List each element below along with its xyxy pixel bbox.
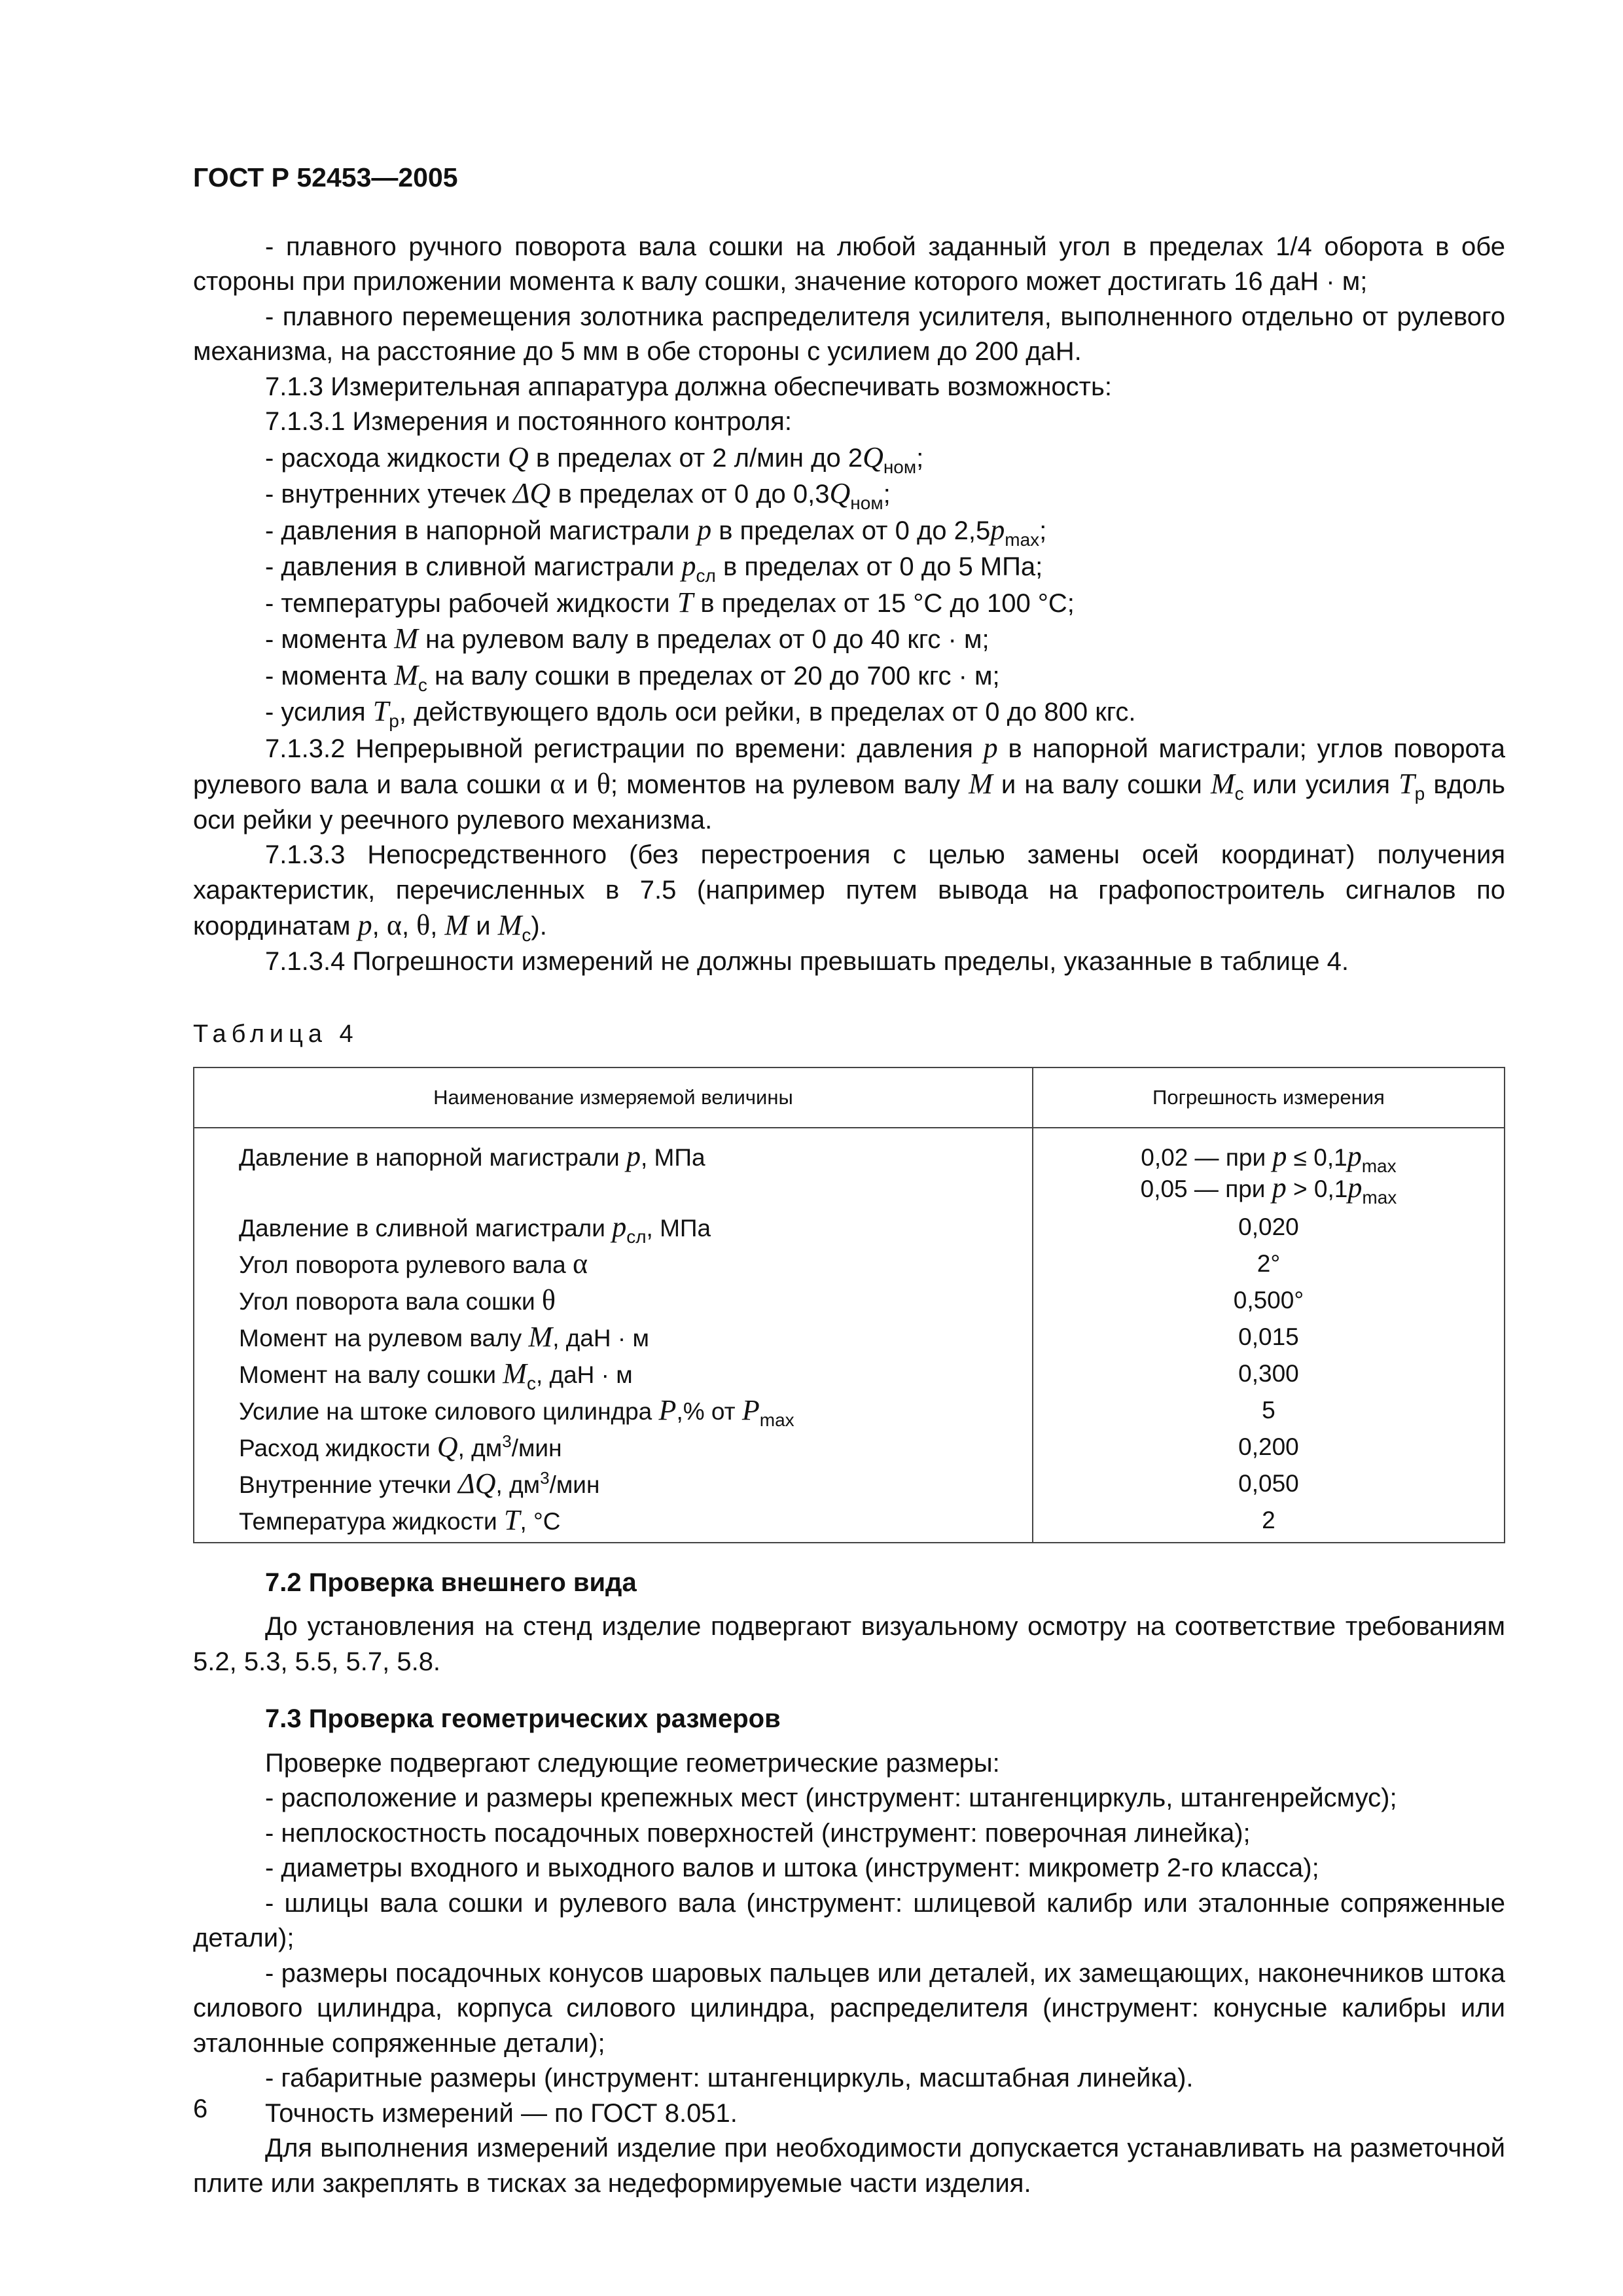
column-header-quantity: Наименование измеряемой величины — [194, 1067, 1033, 1128]
page-number: 6 — [193, 2094, 208, 2123]
list-item-pressure-line: - давления в напорной магистрали p в пределах от 0 до $2,5p_{max}$; — [265, 513, 1047, 550]
section-title-7-2: 7.2 Проверка внешнего вида — [265, 1568, 637, 1597]
table-caption: Таблица 4 — [193, 1020, 359, 1048]
table-4 — [193, 1067, 1505, 1543]
cell-quantity: Угол поворота вала сошки θ — [194, 1283, 1033, 1319]
paragraph-7-1-3-4: 7.1.3.4 Погрешности измерений не должны превышать пределы, указанные в таблице 4. — [265, 946, 1349, 976]
cell-error: 2 — [1033, 1503, 1505, 1543]
paragraph-fixture: Для выполнения измерений изделие при необходимости допускается устанавливать на разметочной плите или закреплять в тисках за недеформируемые части изделия. — [193, 2134, 1505, 2198]
paragraph-geometry-intro: Проверке подвергают следующие геометрические размеры: — [265, 1748, 1000, 1778]
cell-error: 0,050 — [1033, 1466, 1505, 1503]
list-item-flatness: - неплоскостность посадочных поверхностей (инструмент: поверочная линейка); — [265, 1818, 1251, 1848]
cell-quantity: Расход жидкости Q, $дм^3$/мин — [194, 1429, 1033, 1466]
list-item-sector-torque: - момента $M_с$ на валу сошки в пределах от 20 до 700 кгс · м; — [265, 658, 1000, 695]
paragraph-7-1-3-2: 7.1.3.2 Непрерывной регистрации по времени: давления p в напорной магистрали; углов поворота рулевого вала и вала сошки α и θ; моментов на рулевом валу M и на валу сошки $M_с$ или усилия $T_р$ вдоль оси рейки у реечного рулевого механизма. — [193, 731, 1506, 834]
table-row — [194, 1210, 1505, 1246]
cell-quantity: Внутренние утечки ΔQ, $дм^3$/мин — [194, 1466, 1033, 1503]
cell-quantity: Температура жидкости T, °С — [194, 1503, 1033, 1543]
cell-error: 0,02 — при $p \le 0,1p_{max}$ 0,05 — при $p > 0,1p_{max}$ — [1033, 1128, 1505, 1210]
cell-quantity: Угол поворота рулевого вала α — [194, 1246, 1033, 1283]
cell-error: 0,015 — [1033, 1319, 1505, 1356]
table-row — [194, 1246, 1505, 1283]
paragraph-visual-inspection: До установления на стенд изделие подвергают визуальному осмотру на соответствие требованиям 5.2, 5.3, 5.5, 5.7, 5.8. — [193, 1612, 1505, 1676]
list-item-splines: - шлицы вала сошки и рулевого вала (инструмент: шлицевой калибр или эталонные сопряженные детали); — [193, 1888, 1505, 1952]
list-item-temperature: - температуры рабочей жидкости T в пределах от 15 °С до 100 °С; — [265, 586, 1075, 619]
list-item-overall: - габаритные размеры (инструмент: штангенциркуль, масштабная линейка). — [265, 2064, 1194, 2092]
paragraph-7-1-3-1: 7.1.3.1 Измерения и постоянного контроля: — [265, 407, 792, 436]
cell-quantity: Давление в сливной магистрали $p_{сл}$, МПа — [194, 1210, 1033, 1246]
cell-quantity: Момент на рулевом валу M, даН · м — [194, 1319, 1033, 1356]
list-item-leakage: - внутренних утечек ΔQ в пределах от 0 до $0,3Q_{ном}$; — [265, 477, 891, 513]
table-row — [194, 1393, 1505, 1429]
paragraph-spool-movement: - плавного перемещения золотника распределителя усилителя, выполненного отдельно от рулевого механизма, на расстояние до 5 мм в обе стороны с усилием до 200 даН. — [193, 302, 1505, 366]
cell-error: 0,500° — [1033, 1283, 1505, 1319]
column-header-error: Погрешность измерения — [1033, 1067, 1505, 1128]
cell-error: 2° — [1033, 1246, 1505, 1283]
list-item-mounting: - расположение и размеры крепежных мест (инструмент: штангенциркуль, штангенрейсмус); — [265, 1784, 1397, 1812]
list-item-rack-force: - усилия $T_р$, действующего вдоль оси рейки, в пределах от 0 до 800 кгс. — [265, 695, 1136, 731]
cell-error: 0,020 — [1033, 1210, 1505, 1246]
section-title-7-3: 7.3 Проверка геометрических размеров — [265, 1704, 781, 1733]
table-row — [194, 1319, 1505, 1356]
table-row — [194, 1429, 1505, 1466]
paragraph-manual-rotation: - плавного ручного поворота вала сошки на любой заданный угол в пределах 1/4 оборота в обе стороны при приложении момента к валу сошки, значение которого может достигать 16 даН · м; — [193, 232, 1505, 296]
paragraph-7-1-3: 7.1.3 Измерительная аппаратура должна обеспечивать возможность: — [265, 372, 1112, 401]
cell-quantity: Усилие на штоке силового цилиндра P,% от $P_{max}$ — [194, 1393, 1033, 1429]
document-header: ГОСТ Р 52453—2005 — [193, 162, 458, 192]
paragraph-accuracy: Точность измерений — по ГОСТ 8.051. — [265, 2098, 738, 2128]
list-item-flow: - расхода жидкости Q в пределах от 2 л/мин до $2Q_{ном}$; — [265, 440, 924, 477]
table-row — [194, 1466, 1505, 1503]
table-row — [194, 1128, 1505, 1210]
list-item-drain-line: - давления в сливной магистрали $p_{сл}$ в пределах от 0 до 5 МПа; — [265, 550, 1043, 586]
cell-error: 0,300 — [1033, 1356, 1505, 1393]
table-header-row — [194, 1067, 1505, 1128]
table-row — [194, 1356, 1505, 1393]
paragraph-7-1-3-3: 7.1.3.3 Непосредственного (без перестроения с целью замены осей координат) получения характеристик, перечисленных в 7.5 (например путем вывода на графопостроитель сигналов по координатам p, α, θ, M и $M_с$). — [193, 840, 1505, 945]
cell-error: 5 — [1033, 1393, 1505, 1429]
cell-quantity: Давление в напорной магистрали p, МПа — [194, 1128, 1033, 1210]
table-row — [194, 1503, 1505, 1543]
cell-quantity: Момент на валу сошки $M_с$, даН · м — [194, 1356, 1033, 1393]
list-item-steering-torque: - момента M на рулевом валу в пределах от 0 до 40 кгс · м; — [265, 622, 990, 655]
list-item-diameters: - диаметры входного и выходного валов и штока (инструмент: микрометр 2-го класса); — [265, 1854, 1319, 1882]
document-page — [193, 160, 1505, 2201]
cell-error: 0,200 — [1033, 1429, 1505, 1466]
table-row — [194, 1283, 1505, 1319]
list-item-cones: - размеры посадочных конусов шаровых пальцев или деталей, их замещающих, наконечников штока силового цилиндра, корпуса силового цилиндра, распределителя (инструмент: конусные калибры или эталонные сопряженные детали); — [193, 1958, 1505, 2058]
